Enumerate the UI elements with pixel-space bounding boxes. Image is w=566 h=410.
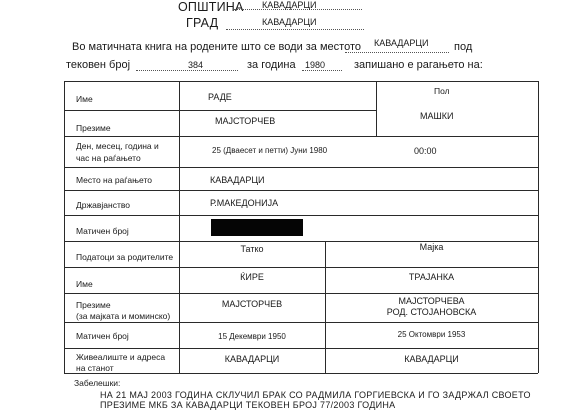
parents-surname-label-line2: (за мајката и моминско) <box>76 311 171 321</box>
pob-value: КАВАДАРЦИ <box>210 175 265 185</box>
father-surname: МАЈСТОРЧЕВ <box>221 299 283 309</box>
table-line <box>376 81 377 136</box>
opstina-value: КАВАДАРЦИ <box>262 0 317 10</box>
table-line <box>64 136 538 137</box>
table-line <box>64 110 376 111</box>
table-line <box>64 267 538 268</box>
citizenship-label: Државјанство <box>76 200 131 210</box>
grad-underline <box>226 29 364 30</box>
name-value: РАДЕ <box>208 92 232 102</box>
mother-surname-line1: МАЈСТОРЧЕВА <box>398 296 465 306</box>
table-line <box>64 167 538 168</box>
notes-label: Забелешки: <box>74 378 121 388</box>
intro-year-value: 1980 <box>305 60 326 70</box>
table-line <box>64 373 538 374</box>
table-line <box>64 348 538 349</box>
table-line <box>64 81 538 82</box>
grad-value: КАВАДАРЦИ <box>262 17 317 27</box>
sex-label: Пол <box>434 86 450 96</box>
grad-label: ГРАД <box>186 16 219 30</box>
name-label: Име <box>76 94 93 104</box>
parents-surname-label-line1: Презиме <box>76 300 111 310</box>
father-id: 15 Декември 1950 <box>218 332 286 341</box>
personal-id-label: Матичен број <box>76 226 129 236</box>
residence-label-line2: на станот <box>76 363 114 373</box>
father-name: ЌИРЕ <box>240 272 264 282</box>
table-line <box>64 293 538 294</box>
table-line <box>64 322 538 323</box>
residence-label-line1: Живеалиште и адреса <box>76 352 166 362</box>
father-header: Татко <box>240 244 264 254</box>
table-line <box>179 81 180 373</box>
intro-number-value: 384 <box>188 60 204 70</box>
mother-name: ТРАЈАНКА <box>408 272 455 282</box>
parents-section-label: Податоци за родителите <box>76 252 174 262</box>
dob-value: 25 (Дваесет и петти) Јуни 1980 <box>212 146 328 155</box>
parents-id-label: Матичен број <box>76 331 129 341</box>
surname-value: МАЈСТОРЧЕВ <box>215 116 276 126</box>
intro-number-underline <box>136 70 238 71</box>
father-residence: КАВАДАРЦИ <box>224 354 280 364</box>
surname-label: Презиме <box>76 123 111 133</box>
dob-label-line2: час на раѓањето <box>76 153 141 163</box>
intro-line1-end: под <box>454 41 473 53</box>
sex-value: МАШКИ <box>420 111 454 121</box>
dob-label-line1: Ден, месец, година и <box>76 141 159 151</box>
parents-name-label: Име <box>76 279 93 289</box>
table-line <box>64 190 538 191</box>
pob-label: Место на раѓањето <box>76 175 152 185</box>
intro-year-label: за година <box>247 59 296 71</box>
opstina-label: ОПШТИНА <box>178 0 244 14</box>
mother-header: Мајка <box>419 242 444 252</box>
intro-place-value: КАВАДАРЦИ <box>374 38 429 48</box>
personal-id-redaction <box>211 219 303 236</box>
intro-year-underline <box>302 70 342 71</box>
table-line <box>64 215 538 216</box>
intro-line2-end: запишано е рагањето на: <box>354 59 483 71</box>
table-line <box>64 81 65 373</box>
intro-place-underline <box>345 52 449 53</box>
table-line <box>538 81 539 373</box>
intro-line1-text: Во матичната книга на родените што се води за местото <box>72 41 361 53</box>
notes-line1: НА 21 МАЈ 2003 ГОДИНА СКЛУЧИЛ БРАК СО РАДМИЛА ГОРГИЕВСКА И ГО ЗАДРЖАЛ СВОЕТО <box>100 390 531 400</box>
mother-surname-line2: РОД. СТОЈАНОВСКА <box>386 307 477 317</box>
notes-line2: ПРЕЗИМЕ МКБ ЗА КАВАДАРЦИ ТЕКОВЕН БРОЈ 77/2003 ГОДИНА <box>100 400 396 410</box>
mother-residence: КАВАДАРЦИ <box>404 354 459 364</box>
citizenship-value: Р.МАКЕДОНИЈА <box>210 198 279 208</box>
time-value: 00:00 <box>414 146 437 156</box>
mother-id: 25 Октомври 1953 <box>397 330 466 339</box>
intro-line2-label: тековен број <box>66 59 131 71</box>
